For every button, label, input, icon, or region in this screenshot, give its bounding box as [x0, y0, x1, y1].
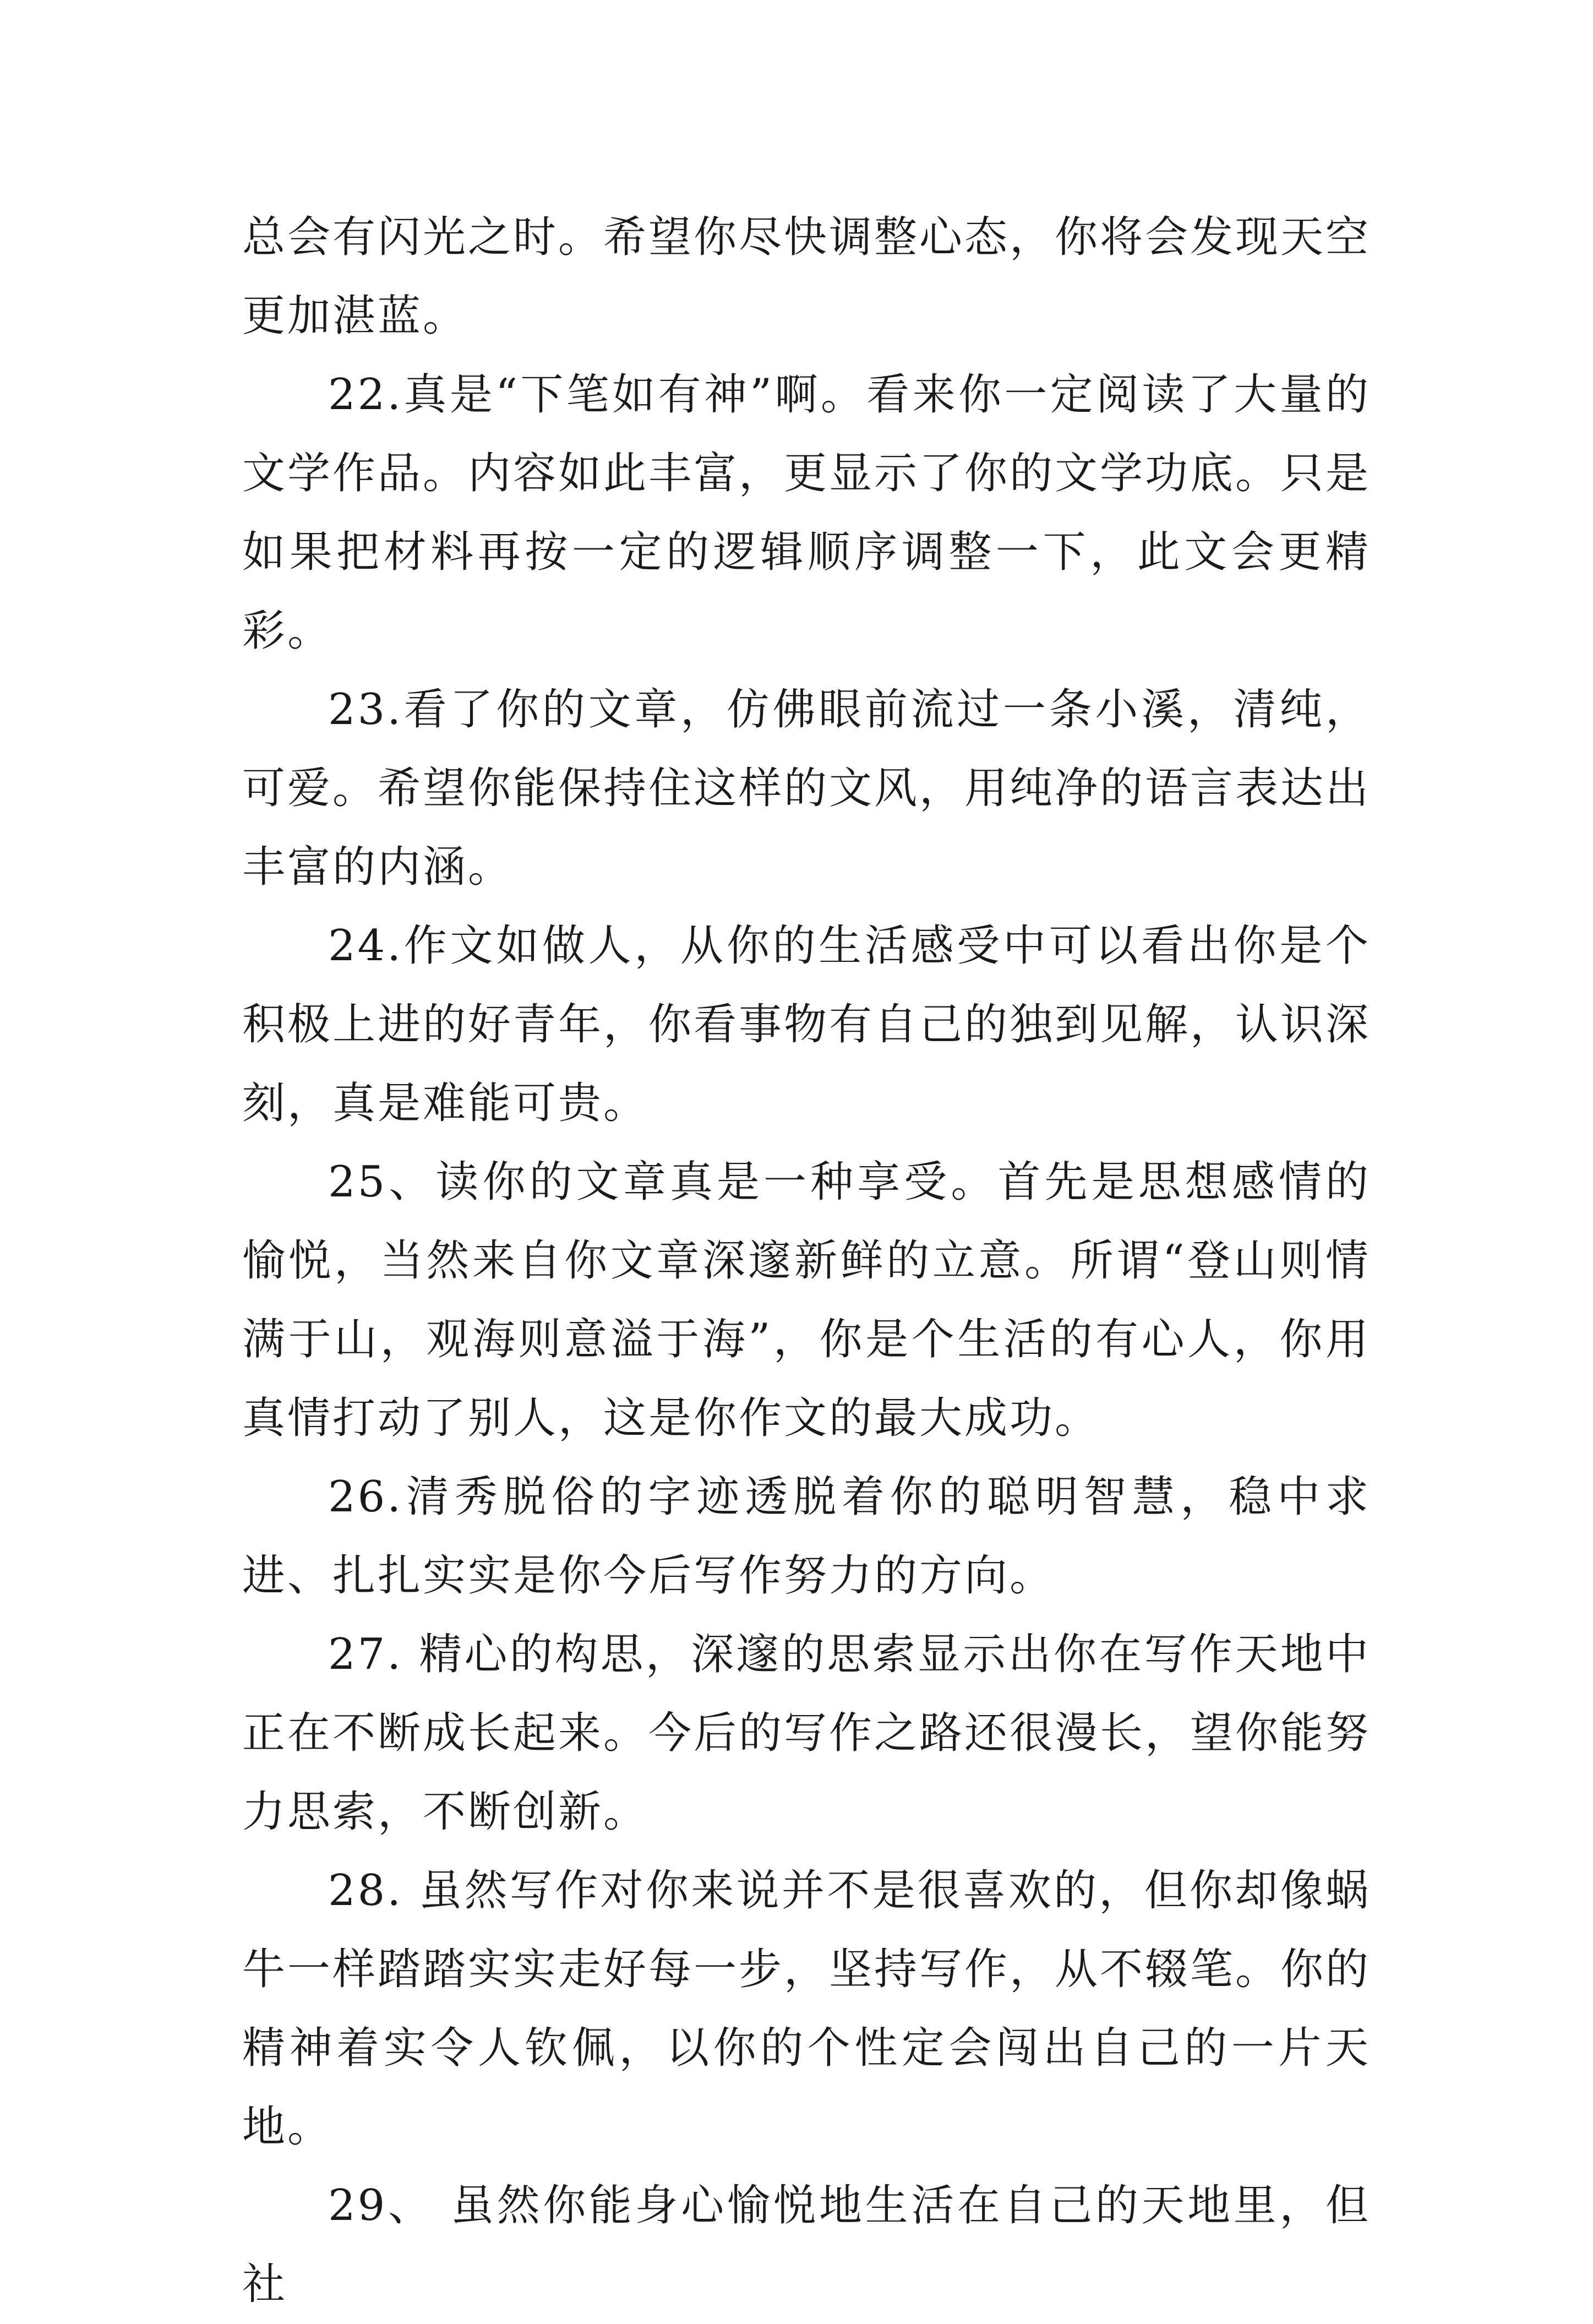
document-body — [242, 198, 1371, 2324]
paragraph-22: 22.真是“下笔如有神”啊。看来你一定阅读了大量的文学作品。内容如此丰富，更显示了你的文学功底。只是如果把材料再按一定的逻辑顺序调整一下，此文会更精彩。 — [242, 370, 1371, 656]
paragraph-28: 28. 虽然写作对你来说并不是很喜欢的，但你却像蜗牛一样踏踏实实走好每一步，坚持写作，从不辍笔。你的精神着实令人钦佩，以你的个性定会闯出自己的一片天地。 — [242, 1866, 1371, 2152]
paragraph-continued: 总会有闪光之时。希望你尽快调整心态，你将会发现天空更加湛蓝。 — [242, 213, 1371, 341]
paragraph-26: 26.清秀脱俗的字迹透脱着你的聪明智慧，稳中求进、扎扎实实是你今后写作努力的方向。 — [242, 1472, 1371, 1601]
paragraph-29: 29、 虽然你能身心愉悦地生活在自己的天地里，但社 — [242, 2181, 1371, 2309]
paragraph-27: 27. 精心的构思，深邃的思索显示出你在写作天地中正在不断成长起来。今后的写作之路还很漫长，望你能努力思索，不断创新。 — [242, 1630, 1371, 1837]
paragraph-23: 23.看了你的文章，仿佛眼前流过一条小溪，清纯，可爱。希望你能保持住这样的文风，用纯净的语言表达出丰富的内涵。 — [242, 685, 1371, 892]
paragraph-25: 25、读你的文章真是一种享受。首先是思想感情的愉悦，当然来自你文章深邃新鲜的立意。所谓“登山则情满于山，观海则意溢于海”，你是个生活的有心人，你用真情打动了别人，这是你作文的最大成功。 — [242, 1157, 1371, 1443]
paragraph-24: 24.作文如做人，从你的生活感受中可以看出你是个积极上进的好青年，你看事物有自己的独到见解，认识深刻，真是难能可贵。 — [242, 921, 1371, 1128]
